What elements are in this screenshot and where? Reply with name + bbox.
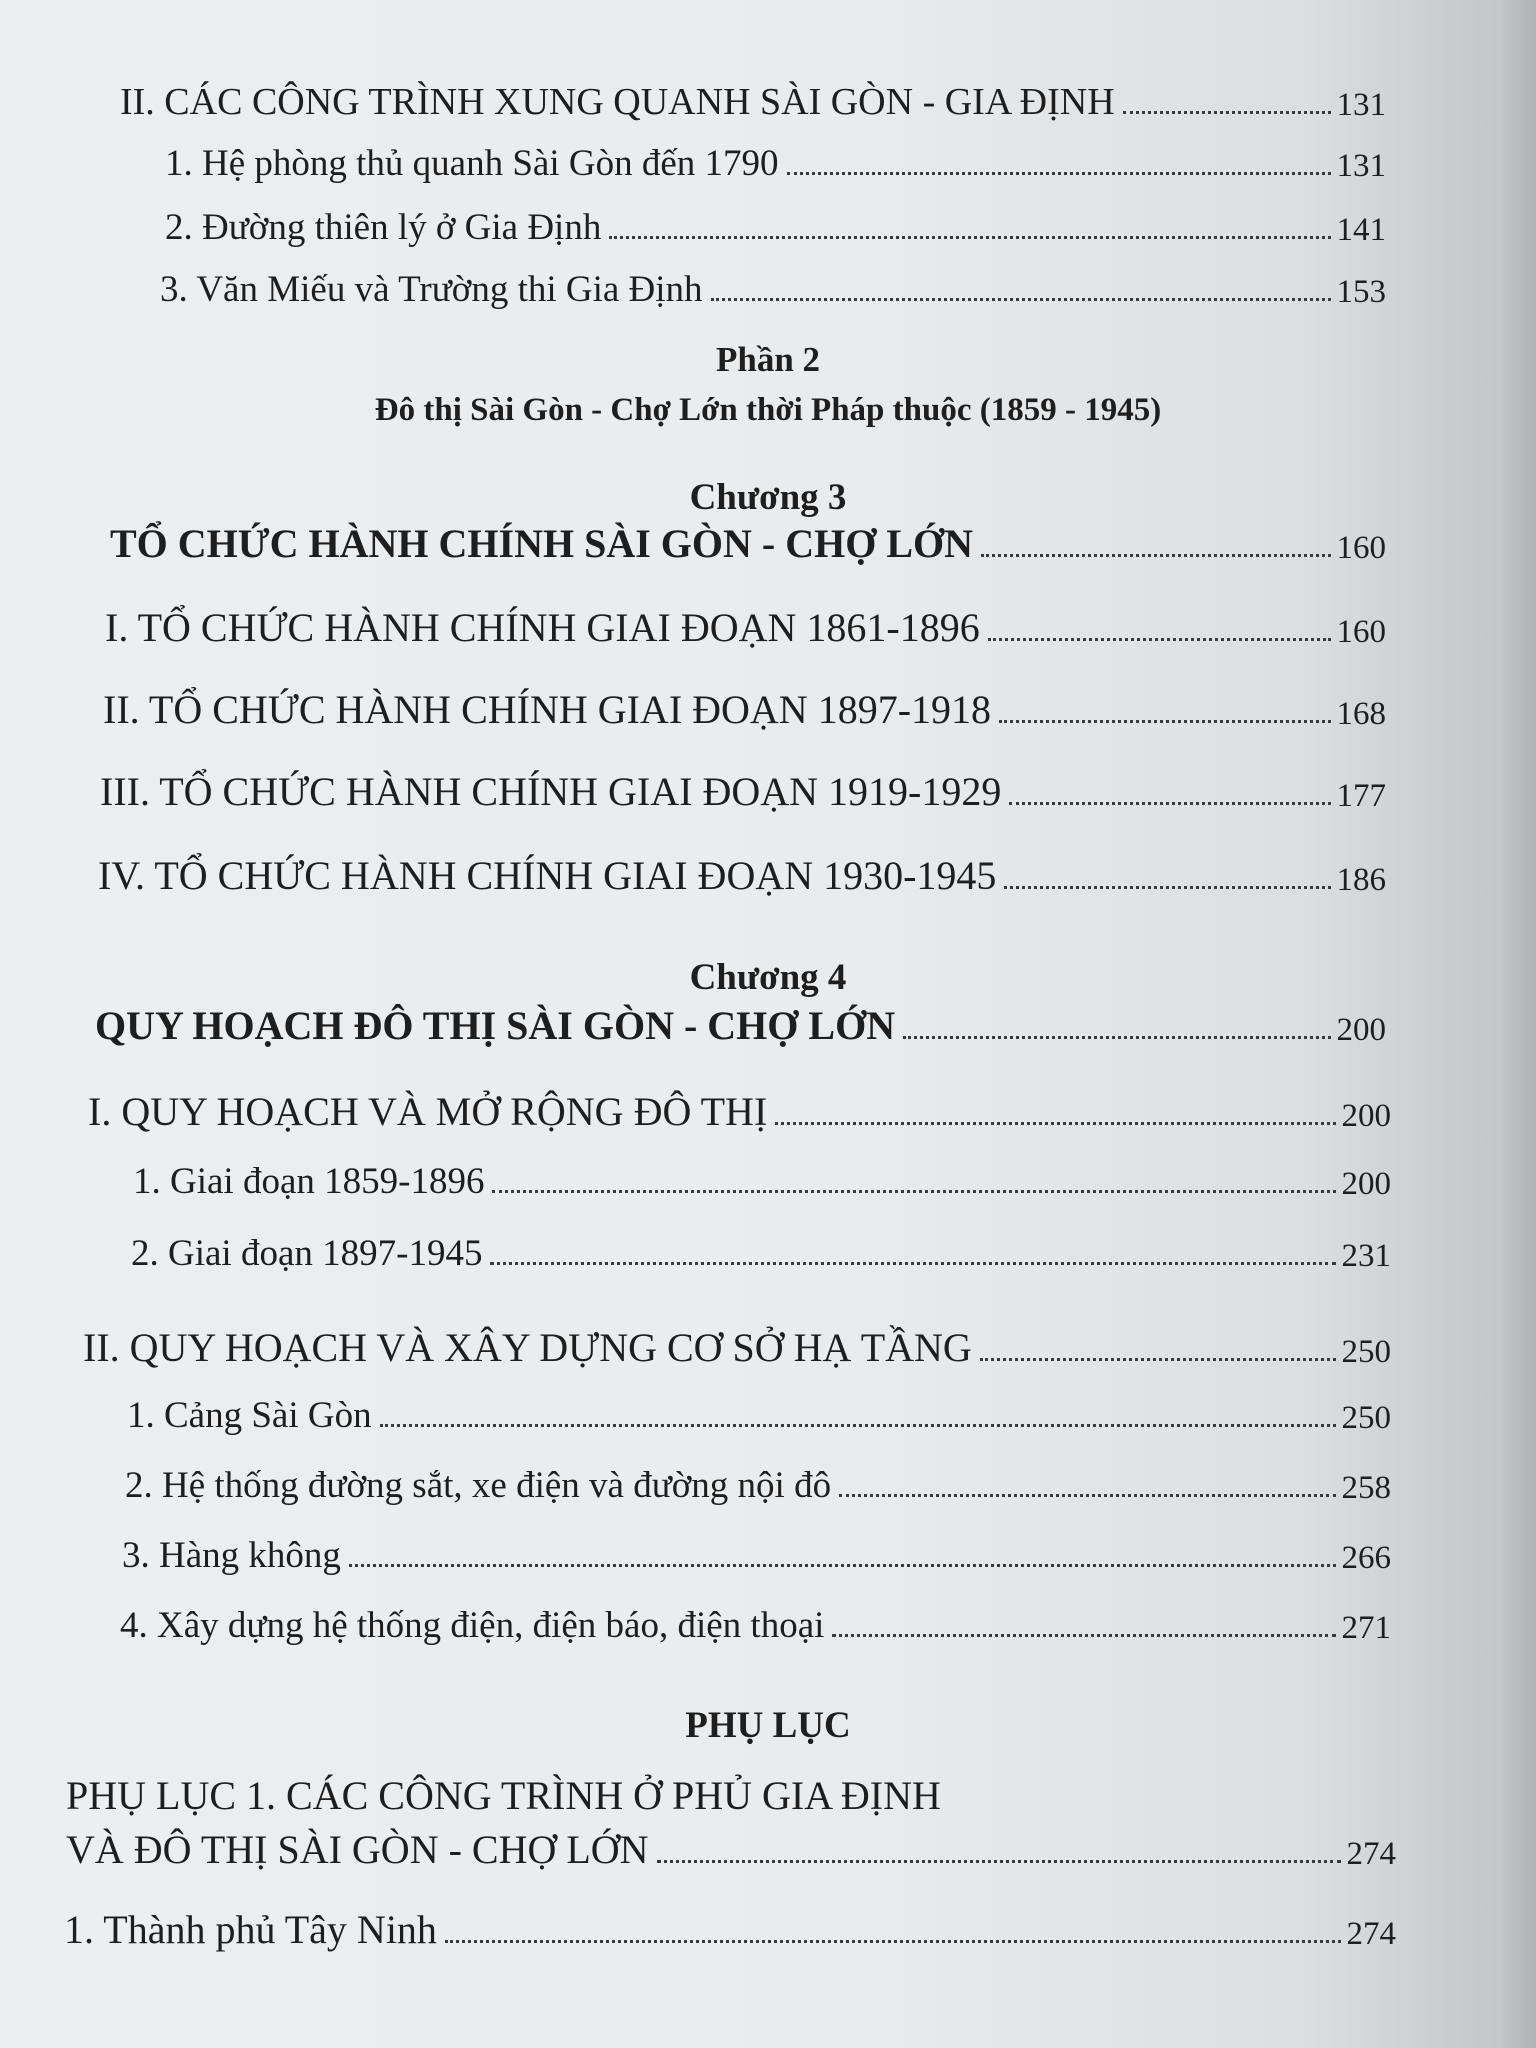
- toc-entry-label: II. TỔ CHỨC HÀNH CHÍNH GIAI ĐOẠN 1897-1918: [103, 687, 992, 732]
- toc-entry-label: II. QUY HOẠCH VÀ XÂY DỰNG CƠ SỞ HẠ TẦNG: [83, 1325, 972, 1370]
- toc-entry-page: 271: [1341, 1610, 1391, 1646]
- toc-entry-page: 250: [1341, 1400, 1391, 1436]
- toc-entry-page: 177: [1336, 778, 1386, 814]
- appendix-heading: PHỤ LỤC: [685, 1705, 851, 1746]
- toc-entry-item[interactable]: [133, 1160, 1391, 1203]
- chapter-label: Chương 3: [689, 477, 847, 518]
- leader-dots: [609, 236, 1330, 239]
- leader-dots: [787, 172, 1331, 175]
- toc-entry-label: VÀ ĐÔ THỊ SÀI GÒN - CHỢ LỚN: [66, 1827, 649, 1872]
- toc-entry-page: 160: [1336, 530, 1386, 566]
- leader-dots: [490, 1262, 1335, 1265]
- toc-entry-label: 1. Giai đoạn 1859-1896: [133, 1161, 485, 1202]
- toc-entry-page: 274: [1346, 1836, 1396, 1872]
- toc-entry-item[interactable]: [165, 142, 1386, 185]
- toc-entry-page: 153: [1336, 274, 1386, 310]
- toc-entry-page: 200: [1341, 1166, 1391, 1202]
- toc-entry-label: I. TỔ CHỨC HÀNH CHÍNH GIAI ĐOẠN 1861-1896: [105, 605, 980, 650]
- toc-entry-label: III. TỔ CHỨC HÀNH CHÍNH GIAI ĐOẠN 1919-1929: [100, 769, 1002, 814]
- toc-entry-label: 2. Đường thiên lý ở Gia Định: [165, 207, 602, 248]
- toc-entry-label: 2. Giai đoạn 1897-1945: [131, 1233, 483, 1274]
- toc-entry-label: 1. Hệ phòng thủ quanh Sài Gòn đến 1790: [165, 143, 779, 184]
- leader-dots: [380, 1424, 1336, 1427]
- appendix-item[interactable]: [64, 1906, 1396, 1953]
- toc-entry-page: 168: [1336, 696, 1386, 732]
- toc-entry-section-ii[interactable]: [120, 80, 1386, 124]
- part-title: Đô thị Sài Gòn - Chợ Lớn thời Pháp thuộc (1859 - 1945): [374, 392, 1162, 428]
- toc-entry-item[interactable]: [160, 268, 1386, 311]
- toc-entry-section[interactable]: [100, 768, 1386, 815]
- toc-entry-label: 2. Hệ thống đường sắt, xe điện và đường nội đô: [125, 1465, 832, 1506]
- toc-entry-page: 250: [1341, 1334, 1391, 1370]
- toc-entry-page: 141: [1336, 212, 1386, 248]
- leader-dots: [711, 298, 1331, 301]
- toc-entry-item[interactable]: [165, 206, 1386, 249]
- leader-dots: [349, 1564, 1336, 1567]
- toc-entry-item[interactable]: [125, 1464, 1391, 1507]
- toc-entry-label: 1. Thành phủ Tây Ninh: [64, 1907, 437, 1952]
- toc-entry-item[interactable]: [120, 1604, 1391, 1647]
- toc-entry-section[interactable]: [103, 686, 1386, 733]
- toc-entry-label: I. QUY HOẠCH VÀ MỞ RỘNG ĐÔ THỊ: [88, 1089, 768, 1134]
- leader-dots: [445, 1940, 1341, 1943]
- page-edge-shadow: [1500, 0, 1536, 2048]
- toc-entry-page: 160: [1336, 614, 1386, 650]
- appendix-entry-line1: PHỤ LỤC 1. CÁC CÔNG TRÌNH Ở PHỦ GIA ĐỊNH: [66, 1773, 941, 1818]
- toc-entry-label: 3. Hàng không: [122, 1535, 341, 1576]
- leader-dots: [1009, 802, 1330, 805]
- toc-entry-section[interactable]: [98, 852, 1386, 899]
- toc-entry-page: 200: [1341, 1098, 1391, 1134]
- toc-entry-page: 258: [1341, 1470, 1391, 1506]
- chapter-title: QUY HOẠCH ĐÔ THỊ SÀI GÒN - CHỢ LỚN: [95, 1003, 896, 1048]
- chapter-title-entry[interactable]: [110, 520, 1386, 567]
- part-label: Phần 2: [715, 340, 821, 379]
- leader-dots: [988, 638, 1331, 641]
- leader-dots: [981, 554, 1330, 557]
- leader-dots: [492, 1190, 1335, 1193]
- toc-entry-page: 131: [1336, 148, 1386, 184]
- leader-dots: [775, 1122, 1335, 1125]
- toc-entry-label: II. CÁC CÔNG TRÌNH XUNG QUANH SÀI GÒN - GIA ĐỊNH: [120, 81, 1115, 123]
- toc-entry-label: 1. Cảng Sài Gòn: [127, 1395, 372, 1436]
- toc-entry-label: 3. Văn Miếu và Trường thi Gia Định: [160, 269, 703, 310]
- leader-dots: [839, 1494, 1335, 1497]
- toc-entry-item[interactable]: [131, 1232, 1391, 1275]
- chapter-label: Chương 4: [689, 957, 847, 998]
- toc-entry-section[interactable]: [83, 1324, 1391, 1371]
- toc-entry-page: 231: [1341, 1238, 1391, 1274]
- toc-entry-page: 266: [1341, 1540, 1391, 1576]
- toc-entry-page: 274: [1346, 1916, 1396, 1952]
- leader-dots: [1004, 886, 1330, 889]
- toc-entry-page: 186: [1336, 862, 1386, 898]
- leader-dots: [980, 1358, 1336, 1361]
- leader-dots: [999, 720, 1330, 723]
- chapter-title-entry[interactable]: [95, 1002, 1386, 1049]
- appendix-entry[interactable]: [66, 1826, 1396, 1873]
- leader-dots: [657, 1860, 1341, 1863]
- leader-dots: [1123, 111, 1331, 114]
- toc-entry-item[interactable]: [127, 1394, 1391, 1437]
- leader-dots: [832, 1634, 1335, 1637]
- leader-dots: [903, 1036, 1330, 1039]
- toc-entry-section[interactable]: [105, 604, 1386, 651]
- toc-entry-page: 131: [1336, 87, 1386, 123]
- chapter-title: TỔ CHỨC HÀNH CHÍNH SÀI GÒN - CHỢ LỚN: [110, 521, 974, 566]
- toc-entry-label: IV. TỔ CHỨC HÀNH CHÍNH GIAI ĐOẠN 1930-1945: [98, 853, 997, 898]
- toc-entry-section[interactable]: [88, 1088, 1391, 1135]
- toc-entry-item[interactable]: [122, 1534, 1391, 1577]
- toc-entry-page: 200: [1336, 1012, 1386, 1048]
- toc-entry-label: 4. Xây dựng hệ thống điện, điện báo, điện thoại: [120, 1605, 825, 1646]
